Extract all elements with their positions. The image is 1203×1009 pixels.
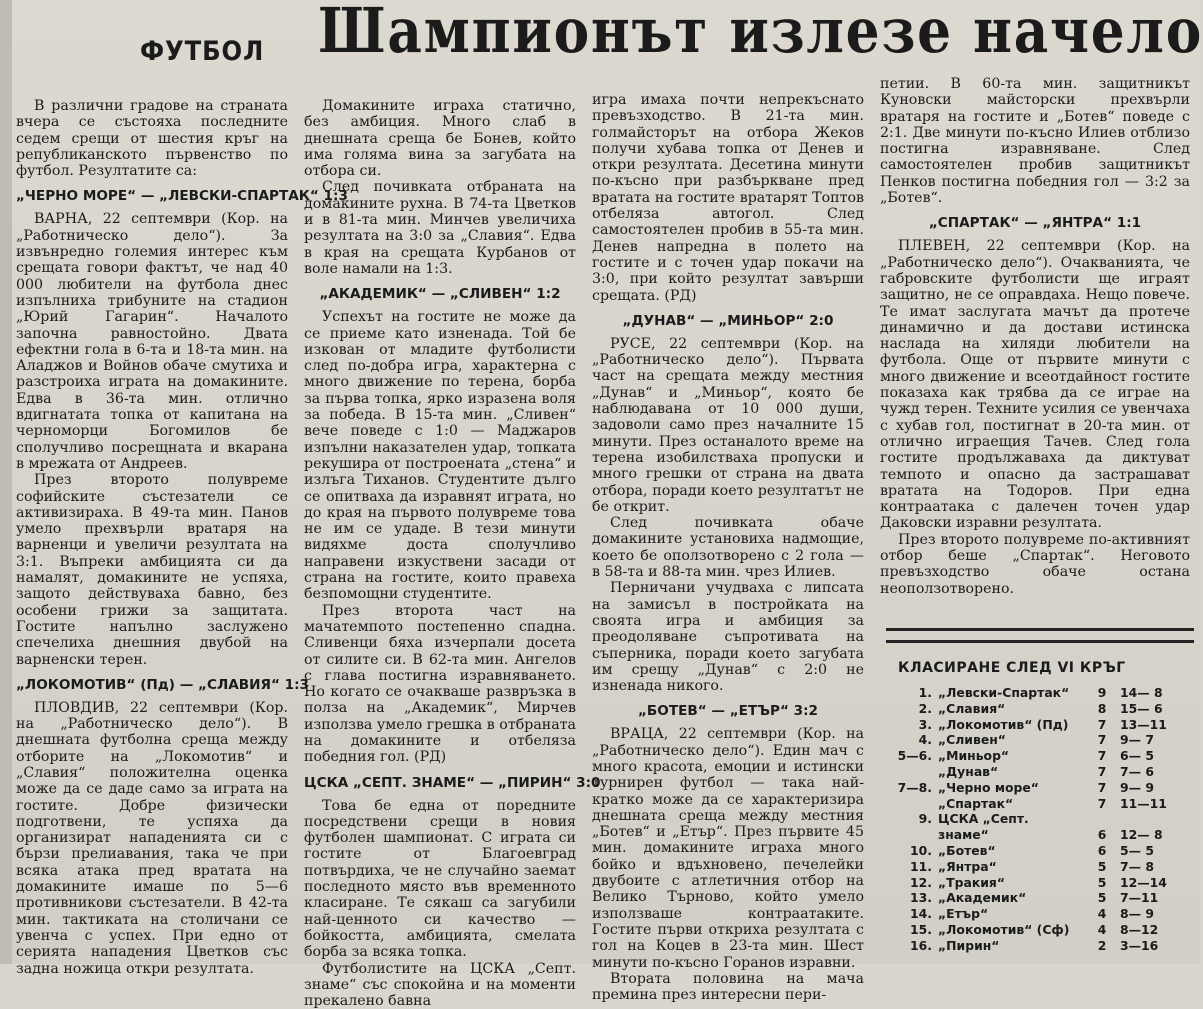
headline: Шампионът излезе начело [318,0,1203,67]
standings-points: 4 [1097,906,1107,922]
standings-team: „Миньор“ [938,748,1010,764]
match-report-paragraph: РУСЕ, 22 септември (Кор. на „Работническо дело“). Първата част на срещата между местния „Дунав“ и „Миньор“, която бе наблюдавана от 10 000 души, задоволи само през началните 15 минути. През останалото време на терена изобилстваха пропуски и много грешки от страна на двата отбора, поради което резултатът не бе открит. [592,335,864,515]
standings-position: 16. [910,937,932,953]
standings-row [894,748,1196,764]
standings-points: 6 [1097,827,1107,843]
match-heading-cska-pirin: ЦСКА „СЕПТ. ЗНАМЕ“ — „ПИРИН“ 3:0 [304,774,601,791]
section-label: ФУТБОЛ [140,36,265,67]
standings-points: 7 [1097,748,1107,764]
standings-team: „Черно море“ [938,779,1039,795]
standings-points: 8 [1097,700,1107,716]
standings-goals: 6— 5 [1120,748,1154,764]
match-report-paragraph: петии. В 60-та мин. защитникът Куновски майсторски прехвърли вратаря на гостите и „Ботев“ поведе с 2:1. Две минути по-късно Илиев отблизо постигна изравняване. След самостоятелен пробив защитникът Пенков постигна победния гол — 3:2 за „Ботев“. [880,76,1190,207]
standings-row [894,922,1196,938]
standings-points: 7 [1097,763,1107,779]
standings-row [894,875,1196,891]
standings-position: 14. [910,906,932,922]
standings-position: 9. [918,811,932,827]
standings-position: 13. [910,890,932,906]
standings-points: 2 [1097,937,1107,953]
standings-row [894,732,1196,748]
column-3 [592,92,864,1004]
standings-position: 11. [910,858,932,874]
match-report-paragraph: игра имаха почти непрекъснато превъзходство. В 21-та мин. голмайсторът на отбора Жеков получи хубава топка от Денев и откри резултата. Десетина минути по-късно при разбъркване пред вратата на гостите вратарят Топтов отбеляза автогол. След самостоятелен пробив в 55-та мин. Денев напредна в полето на гостите и с точен удар покачи на 3:0, при който резултат завърши срещата. (РД) [592,92,864,304]
column-1 [16,98,348,977]
standings-team: „Янтра“ [938,858,997,874]
standings-goals: 14— 8 [1120,685,1163,700]
match-heading-spartak-yantra: „СПАРТАК“ — „ЯНТРА“ 1:1 [928,215,1142,232]
standings-row [894,811,1196,827]
standings-team: „Левски-Спартак“ [938,685,1070,700]
standings-goals: 7— 8 [1120,858,1154,874]
standings-team: „Етър“ [938,906,989,922]
standings-row [894,780,1196,796]
standings-position: 7—8. [897,779,932,795]
standings-team: „Академик“ [938,890,1027,906]
match-heading-cherno-more-levski: „ЧЕРНО МОРЕ“ — „ЛЕВСКИ-СПАРТАК“ 1:3 [16,188,348,205]
standings-team: „Славия“ [938,700,1006,716]
standings-goals: 12— 8 [1120,827,1163,843]
standings-team: „Спартак“ [938,795,1014,811]
standings-goals: 7— 6 [1120,763,1154,779]
match-report-paragraph: След почивката обаче домакините установиха надмощие, което бе оползотворено с 2 гола — в 58-та и 88-та мин. чрез Илиев. [592,515,864,581]
standings-team: „Ботев“ [938,842,996,858]
match-report-paragraph: ПЛЕВЕН, 22 септември (Кор. на „Работническо дело“). Очакванията, че габровските футболисти ще играят защитно, не се оправдаха. Нещо повече. Те имат заслугата мачът да протече динамично и да достави истинска наслада на хиляди любители на футбола. Още от първите минути с много движение и всеотдайност гостите показаха как трябва да се играе на чужд терен. Техните усилия се увенчаха с хубав гол, постигнат в 20-та мин. от отлично играещия Тачев. След гола гостите продължаваха да диктуват темпото и опасно да застрашават вратата на Тодоров. При една контраатака с далечен точен удар Даковски изравни резултата. [880,238,1190,532]
standings-row [894,890,1196,906]
page-edge [0,0,12,964]
match-heading-botev-etar: „БОТЕВ“ — „ЕТЪР“ 3:2 [637,703,818,720]
standings-row [894,701,1196,717]
standings-row [894,827,1196,843]
match-report-paragraph: ВРАЦА, 22 септември (Кор. на „Работническо дело“). Един мач с много красота, емоции и истински турнирен футбол — така най-кратко може да се характеризира днешната среща между местния „Ботев“ и „Етър“. През първите 45 мин. домакините играха много бойко и вдъхновено, печелейки двубоите с атлетичния отбор на Велико Търново, който умело използваше контраатаките. Гостите първи откриха резултата с гол на Коцев в 23-та мин. Шест минути по-късно Горанов изравни. [592,726,864,971]
standings-goals: 13—11 [1120,716,1167,732]
standings-team: „Сливен“ [938,732,1006,748]
standings-position: 12. [910,874,932,890]
match-heading-akademik-sliven: „АКАДЕМИК“ — „СЛИВЕН“ 1:2 [319,286,561,303]
standings-table [894,685,1196,954]
standings-points: 6 [1097,842,1107,858]
standings-team: „Дунав“ [938,763,999,779]
standings-goals: 15— 6 [1120,700,1163,716]
standings-position: 1. [918,685,932,700]
standings-row [894,717,1196,733]
standings-row [894,685,1196,701]
standings-row [894,906,1196,922]
standings-goals: 9— 9 [1120,779,1154,795]
match-report-paragraph: ВАРНА, 22 септември (Кор. на „Работническо дело“). За извънредно големия интерес към срещата говори фактът, че над 40 000 любители на футбола днес изпълниха трибуните на стадион „Юрий Гагарин“. Началото започна равностойно. Двата ефектни гола в 6-та и 18-та мин. на Аладжов и Войнов обаче смутиха и разстроиха играта на домакините. Едва в 36-та мин. отлично вдигнатата топка от капитана на черноморци Богомилов бе сполучливо посрещната и вкарана в мрежата от Андреев. [16,211,288,472]
match-report-paragraph: Това бе една от поредните посредствени срещи в новия футболен шампионат. С играта си гостите от Благоевград потвърдиха, че не случайно заемат последното място във временното класиране. Те сякаш са загубили най-ценното си качество — бойкостта, амбицията, смелата борба за всяка топка. [304,797,576,961]
standings-points: 7 [1097,795,1107,811]
column-4 [880,76,1190,616]
match-report-paragraph: Футболистите на ЦСКА „Септ. знаме“ със спокойна и на моменти прекалено бавна [304,960,576,1009]
standings-points: 4 [1097,921,1107,937]
match-report-paragraph: През второта част на мачатемпото постепенно спадна. Сливенци бяха изчерпали досета от силите си. В 62-та мин. Ангелов с глава постигна изравняването. Но когато се очакваше развръзка в полза на „Академик“, Мирчев използва умело грешка в отбраната на домакините и отбеляза победния гол. (РД) [304,602,576,766]
standings-position: 4. [918,732,932,748]
standings-row [894,796,1196,812]
standings-position: 15. [910,921,932,937]
match-report-paragraph: Домакините играха статично, без амбиция. Много слаб в днешната среща бе Бонев, който има голяма вина за загубата на отбора си. [304,98,576,180]
column-2 [304,98,601,1009]
standings-goals: 9— 7 [1120,732,1154,748]
standings-goals: 8— 9 [1120,906,1154,922]
standings-team: „Тракия“ [938,874,1006,890]
standings-points: 9 [1097,685,1107,700]
standings-goals: 12—14 [1120,874,1167,890]
standings-position: 2. [918,700,932,716]
standings-position: 5—6. [897,748,932,764]
match-report-paragraph: През второто полувреме софийските състезатели се активизираха. В 49-та мин. Панов умело прехвърли вратаря на варненци и увеличи резултата на 3:1. Въпреки амбицията си да намалят, домакините не успяха, защото действуваха бавно, без особени грижи за защитата. Гостите напълно заслужено спечелиха днешния двубой на варненски терен. [16,472,288,668]
standings-row [894,843,1196,859]
standings-row [894,764,1196,780]
standings-points: 7 [1097,732,1107,748]
standings-goals: 8—12 [1120,921,1159,937]
match-report-paragraph: През второто полувреме по-активният отбор беше „Спартак“. Неговото превъзходство обаче остана неоползотворено. [880,531,1190,597]
standings-goals: 11—11 [1120,795,1167,811]
standings-team: ЦСКА „Септ. [938,811,1029,827]
match-report-paragraph: Втората половина на мача премина през интересни пери- [592,970,864,1004]
standings-row [894,938,1196,954]
standings-points: 5 [1097,890,1107,906]
standings-points: 5 [1097,858,1107,874]
standings-goals: 7—11 [1120,890,1159,906]
match-report-paragraph: ПЛОВДИВ, 22 септември (Кор. на „Работническо дело“). В днешната футболна среща между отборите на „Локомотив“ и „Славия“ положителна оценка може да се даде само за играта на гостите. Добре физически подготвени, те успяха да организират нападенията си с бързи прелиавания, така че при всяка атака пред вратата на домакините имаше по 5—6 противникови състезатели. В 42-та мин. тактиката на столичани се увенча с успех. При едно от серията нападения Цветков със задна ножица откри резултата. [16,699,288,977]
match-report-paragraph: Перничани учудваха с липсата на замисъл в постройката на своята игра и амбиция за преодоляване съпротивата на съперника, поради което загубата им срещу „Дунав“ с 2:0 не изненада никого. [592,580,864,695]
divider-rule [886,640,1194,643]
standings-goals: 5— 5 [1120,842,1154,858]
match-heading-lokomotiv-slavia: „ЛОКОМОТИВ“ (Пд) — „СЛАВИЯ“ 1:3 [16,676,309,693]
standings-position: 3. [918,716,932,732]
standings-team: „Пирин“ [938,937,1000,953]
standings-goals: 3—16 [1120,937,1159,953]
standings-title: КЛАСИРАНЕ СЛЕД VI КРЪГ [898,660,1126,676]
standings-row [894,859,1196,875]
match-report-paragraph: След почивката отбраната на домакините рухна. В 74-та Цветков и в 81-та мин. Минчев увеличиха резултата на 3:0 за „Славия“. Едва в края на срещата Курбанов от воле намали на 1:3. [304,179,576,277]
intro-paragraph: В различни градове на страната вчера се състояха последните седем срещи от шестия кръг на републиканското първенство по футбол. Резултатите са: [16,98,288,180]
standings-team: „Локомотив“ (Пд) [938,716,1069,732]
standings-team: „Локомотив“ (Сф) [938,921,1070,937]
divider-rule [886,628,1194,631]
match-report-paragraph: Успехът на гостите не може да се приеме като изненада. Той бе изкован от младите футболисти след по-добра игра, характерна с много движение по терена, борба за първа топка, ярко изразена воля за победа. В 15-та мин. „Сливен“ вече поведе с 1:0 — Маджаров изпълни наказателен удар, топката рекушира от построената „стена“ и излъга Тиханов. Студентите дълго се опитваха да изравнят играта, но до края на първото полувреме това не им се удаде. В тези минути видяхме доста сполучливо направени изкуствени засади от страна на гостите, които правеха безпомощни студентите. [304,309,576,603]
standings-position: 10. [910,842,932,858]
standings-points: 7 [1097,716,1107,732]
standings-points: 5 [1097,874,1107,890]
match-heading-dunav-minyor: „ДУНАВ“ — „МИНЬОР“ 2:0 [622,312,834,329]
standings-team: знаме“ [938,827,989,843]
standings-points: 7 [1097,779,1107,795]
